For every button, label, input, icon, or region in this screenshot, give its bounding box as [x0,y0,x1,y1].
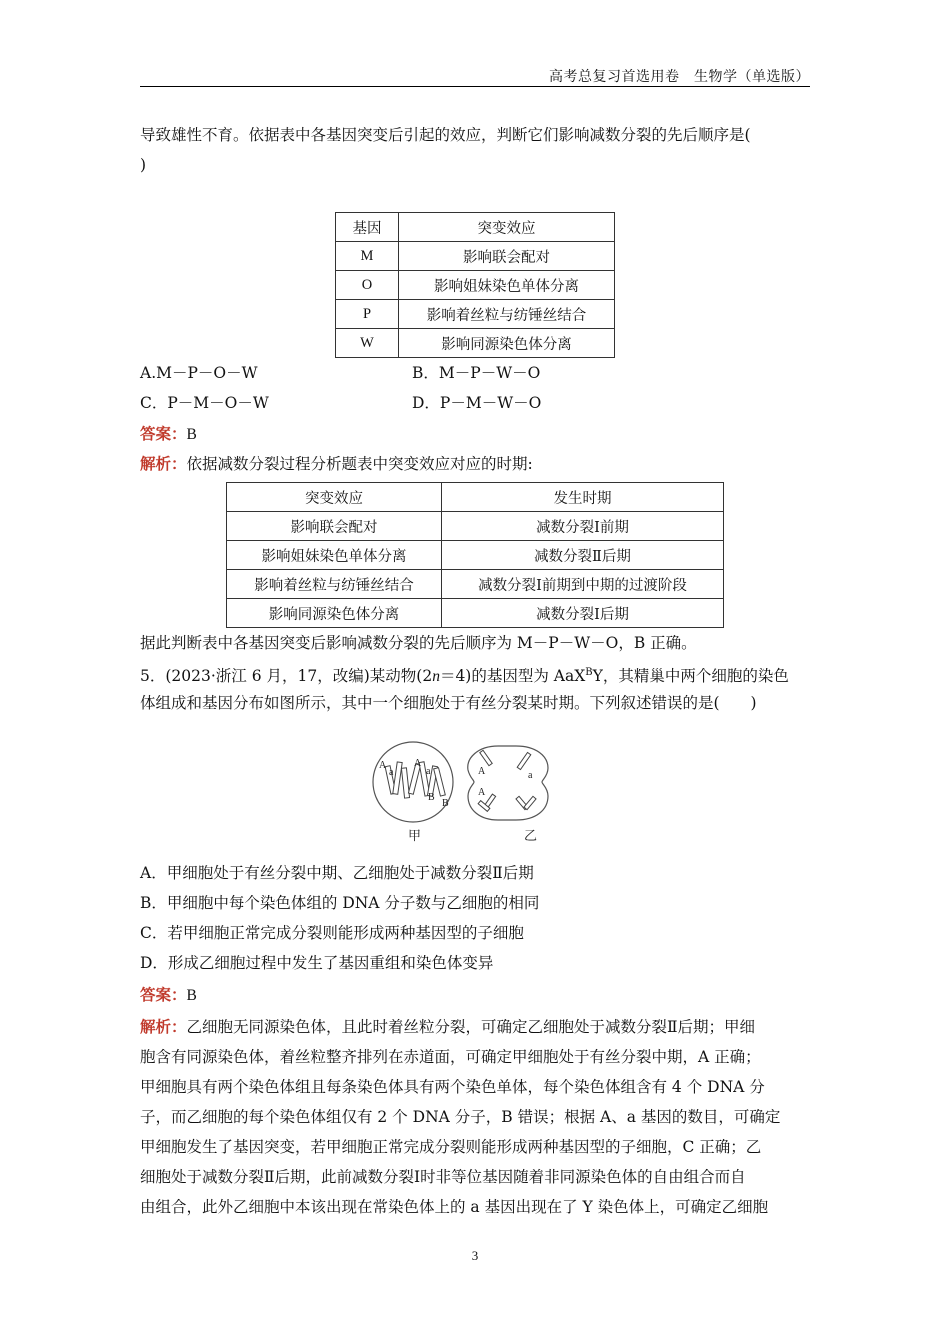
q4-analysis [140,449,812,479]
q5-stem-part: 5．(2023·浙江 6 月，17，改编)某动物(2 [140,667,433,686]
q5-option-a: A．甲细胞处于有丝分裂中期、乙细胞处于减数分裂Ⅱ后期 [140,864,534,882]
table-cell: 影响着丝粒与纺锤丝结合 [399,300,615,329]
table-cell: P [336,300,399,329]
page-number: 3 [471,1248,479,1263]
q4-stem-line2: ) [140,156,147,174]
analysis-intro: 依据减数分裂过程分析题表中突变效应对应的时期: [186,455,533,473]
header-rule [140,86,810,87]
q5-option-b: B．甲细胞中每个染色体组的 DNA 分子数与乙细胞的相同 [140,894,540,912]
q5-stem-part: ＝4)的基因型为 AaX [439,667,586,686]
table-header-row [336,213,615,242]
answer-value: B [186,987,197,1004]
q5-option-c: C．若甲细胞正常完成分裂则能形成两种基因型的子细胞 [140,924,524,942]
gene-label: A [414,758,422,769]
table-row [336,329,615,358]
mutation-period-table [226,482,724,628]
analysis-text: 乙细胞无同源染色体，且此时着丝粒分裂，可确定乙细胞处于减数分裂Ⅱ后期；甲细 [186,1018,756,1036]
q4-conclusion: 据此判断表中各基因突变后影响减数分裂的先后顺序为 M－P－W－O，B 正确。 [140,634,697,652]
table-header-cell: 发生时期 [442,483,724,512]
q5-option-d: D．形成乙细胞过程中发生了基因重组和染色体变异 [140,954,494,972]
q4-option-d: D．P－M－W－O [412,394,542,412]
table-cell: 减数分裂Ⅰ后期 [442,599,724,628]
gene-label: a [426,766,431,777]
table-cell: 减数分裂Ⅱ后期 [442,541,724,570]
q4-stem-line1: 导致雄性不育。依据表中各基因突变后引起的效应，判断它们影响减数分裂的先后顺序是( [140,126,751,144]
cell-figure [370,738,580,848]
table-cell: 影响联会配对 [399,242,615,271]
table-cell: O [336,271,399,300]
cell-yi-gene-labels [478,766,533,798]
q5-analysis-line: 胞含有同源染色体，着丝粒整齐排列在赤道面，可确定甲细胞处于有丝分裂中期，A 正确； [140,1048,761,1066]
analysis-label: 解析： [140,454,187,473]
gene-label: A [478,766,486,777]
table-cell: 影响联会配对 [227,512,442,541]
table-header-cell: 基因 [336,213,399,242]
table-cell: 影响着丝粒与纺锤丝结合 [227,570,442,599]
table-header-row [227,483,724,512]
q4-option-a: A.M－P－O－W [140,364,258,382]
table-cell: M [336,242,399,271]
q5-analysis-line: 甲细胞具有两个染色体组且每条染色体具有两个染色单体，每个染色体组含有 4 个 DNA 分 [140,1078,765,1096]
q4-option-b: B．M－P－W－O [412,364,541,382]
gene-effect-table [335,212,615,358]
table-row [336,300,615,329]
q5-answer [140,980,812,1011]
gene-label: B [442,798,449,809]
gene-label: a [389,767,394,778]
answer-label: 答案： [140,424,187,443]
q5-stem-part: Y，其精巢中两个细胞的染色 [592,667,789,686]
table-header-cell: 突变效应 [399,213,615,242]
figure-caption-jia: 甲 [408,829,422,844]
gene-label: A [379,760,387,771]
table-cell: 影响同源染色体分离 [399,329,615,358]
q5-stem-line2: 体组成和基因分布如图所示，其中一个细胞处于有丝分裂某时期。下列叙述错误的是( ) [140,694,757,712]
q5-stem-sup: B [585,667,593,678]
table-row [227,599,724,628]
answer-label: 答案： [140,985,187,1004]
table-cell: 影响同源染色体分离 [227,599,442,628]
q5-analysis-line: 细胞处于减数分裂Ⅱ后期，此前减数分裂Ⅰ时非等位基因随着非同源染色体的自由组合而自 [140,1168,746,1186]
q4-answer [140,419,812,450]
table-cell: 减数分裂Ⅰ前期 [442,512,724,541]
q4-option-c: C．P－M－O－W [140,394,269,412]
table-header-cell: 突变效应 [227,483,442,512]
table-cell: 减数分裂Ⅰ前期到中期的过渡阶段 [442,570,724,599]
q5-stem-n: n [432,668,440,686]
table-row [336,271,615,300]
gene-label: A [478,787,486,798]
gene-label: B [428,792,435,803]
cell-yi-membrane [468,746,548,820]
analysis-label: 解析： [140,1017,187,1036]
table-cell: W [336,329,399,358]
q5-analysis-line: 甲细胞发生了基因突变，若甲细胞正常完成分裂则能形成两种基因型的子细胞，C 正确；乙 [140,1138,762,1156]
table-cell: 影响姐妹染色单体分离 [399,271,615,300]
figure-caption-yi: 乙 [524,829,538,844]
table-row [336,242,615,271]
running-header: 高考总复习首选用卷 生物学（单选版） [549,69,810,85]
table-cell: 影响姐妹染色单体分离 [227,541,442,570]
table-row [227,541,724,570]
q5-analysis-line [140,1012,812,1042]
q5-analysis-line: 子，而乙细胞的每个染色体组仅有 2 个 DNA 分子，B 错误；根据 A、a 基因的数目，可确定 [140,1108,781,1126]
table-row [227,570,724,599]
gene-label: a [528,770,533,781]
q5-analysis-line: 由组合，此外乙细胞中本该出现在常染色体上的 a 基因出现在了 Y 染色体上，可确定乙细胞 [140,1198,769,1216]
table-row [227,512,724,541]
answer-value: B [186,426,197,443]
